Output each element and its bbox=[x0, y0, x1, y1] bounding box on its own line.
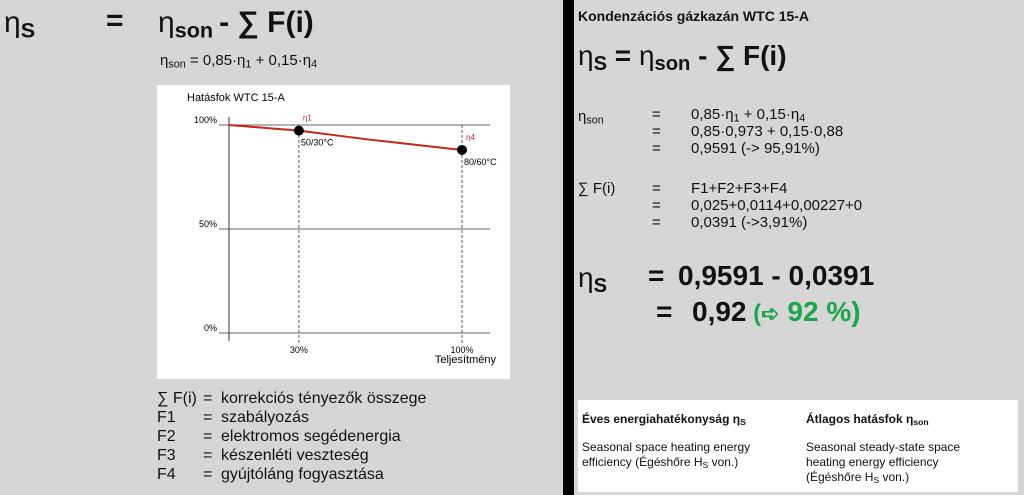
definition-sep: = bbox=[203, 447, 213, 464]
definition-key: ∑ F(i) bbox=[157, 390, 197, 407]
definition-value: elektromos segédenergia bbox=[221, 428, 401, 445]
x-tick-label: 30% bbox=[289, 345, 308, 355]
calc-expression: 0,0391 (->3,91%) bbox=[691, 214, 808, 231]
y-tick-label: 50% bbox=[198, 219, 217, 229]
data-point bbox=[457, 145, 467, 155]
calc-eq: = bbox=[652, 106, 661, 123]
data-point bbox=[294, 126, 304, 136]
definition-sep: = bbox=[203, 466, 213, 483]
calc-eq: = bbox=[652, 140, 661, 157]
calc-eq: = bbox=[652, 197, 661, 214]
formula-equals: = bbox=[106, 4, 124, 37]
calc-expression: 0,025+0,0114+0,00227+0 bbox=[691, 197, 863, 214]
point-annotation: 50/30°C bbox=[300, 137, 334, 148]
calc-son-label: $\eta_{son}$ bbox=[578, 108, 604, 127]
chart-title: Hatásfok WTC 15-A bbox=[187, 92, 285, 104]
legend-right-desc2: heating energy efficiency bbox=[806, 455, 939, 469]
definition-key: F3 bbox=[157, 447, 176, 464]
result-eq1: = bbox=[648, 260, 665, 291]
result-line1: 0,9591 - 0,0391 bbox=[678, 260, 875, 291]
formula-eta-s: $\eta_S$ bbox=[4, 6, 36, 43]
definition-row bbox=[157, 428, 401, 446]
legend-right-title: Átlagos hatásfok $\eta_{son}$ bbox=[806, 412, 929, 428]
right-panel bbox=[574, 0, 1024, 495]
definition-key: F4 bbox=[157, 466, 176, 483]
calc-part: 1 bbox=[733, 112, 740, 125]
x-tick-label: 100% bbox=[450, 345, 474, 355]
right-title: Kondenzációs gázkazán WTC 15-A bbox=[578, 8, 810, 24]
right-formula: $\eta_S = \eta_{son}$ - ∑ F(i) bbox=[578, 40, 787, 76]
calc-expression: 0,85·0,973 + 0,15·0,88 bbox=[691, 123, 844, 140]
calc-expression: F1+F2+F3+F4 bbox=[691, 180, 788, 197]
legend-left-title: Éves energiahatékonyság $\eta_S$ bbox=[582, 412, 746, 428]
x-axis-label: Teljesítmény bbox=[434, 354, 496, 366]
definition-sep: = bbox=[203, 390, 213, 407]
result-line2: 0,92 (➪ 92 %) bbox=[692, 296, 861, 327]
definition-row bbox=[157, 409, 309, 427]
definition-value: korrekciós tényezők összege bbox=[221, 390, 427, 407]
definition-row bbox=[157, 466, 384, 484]
point-label: η4 bbox=[466, 132, 475, 142]
definition-sep: = bbox=[203, 409, 213, 426]
definition-key: F1 bbox=[157, 409, 176, 426]
definition-value: készenléti veszteség bbox=[221, 447, 369, 464]
efficiency-chart-svg bbox=[157, 85, 510, 379]
legend-left-desc1: Seasonal space heating energy bbox=[582, 440, 751, 454]
legend-box bbox=[578, 400, 1018, 492]
legend-right-desc1: Seasonal steady-state space bbox=[806, 440, 961, 454]
definition-sep: = bbox=[203, 428, 213, 445]
y-tick-label: 0% bbox=[203, 323, 217, 333]
point-label: η1 bbox=[302, 113, 312, 123]
y-tick-label: 100% bbox=[193, 115, 217, 125]
definition-value: gyújtóláng fogyasztása bbox=[221, 466, 384, 483]
definition-value: szabályozás bbox=[221, 409, 310, 426]
calc-expression: 0,9591 (-> 95,91%) bbox=[691, 140, 820, 157]
calc-part: 0,85·η bbox=[691, 106, 734, 123]
point-annotation: 80/60°C bbox=[464, 156, 497, 167]
definition-key: F2 bbox=[157, 428, 176, 445]
subformula: $\eta_{son} = 0,85\cdot\eta_1 + 0,15\cdot\eta_4$ bbox=[160, 52, 318, 71]
legend-left-desc2: efficiency (Égéshőre $H_S$ von.) bbox=[582, 455, 739, 471]
efficiency-chart bbox=[157, 85, 510, 379]
formula-right-side: $\eta_{son}$ - ∑ F(i) bbox=[158, 6, 314, 43]
calc-eq: = bbox=[652, 123, 661, 140]
definition-row bbox=[157, 390, 426, 408]
result-eq2: = bbox=[656, 296, 673, 327]
calc-eq: = bbox=[652, 214, 661, 231]
calc-part: 4 bbox=[799, 112, 806, 125]
series-line bbox=[229, 125, 462, 150]
result-eta: $\eta_S$ bbox=[578, 262, 608, 298]
calc-part: + 0,15·η bbox=[739, 106, 800, 123]
definition-row bbox=[157, 447, 369, 465]
legend-right-desc3: (Égéshőre $H_S$ von.) bbox=[806, 470, 910, 486]
arrow-icon: ➪ bbox=[761, 301, 780, 326]
calc-eq: = bbox=[652, 180, 661, 197]
calc-f-label: ∑ F(i) bbox=[578, 180, 616, 197]
calc-expression bbox=[691, 106, 805, 123]
